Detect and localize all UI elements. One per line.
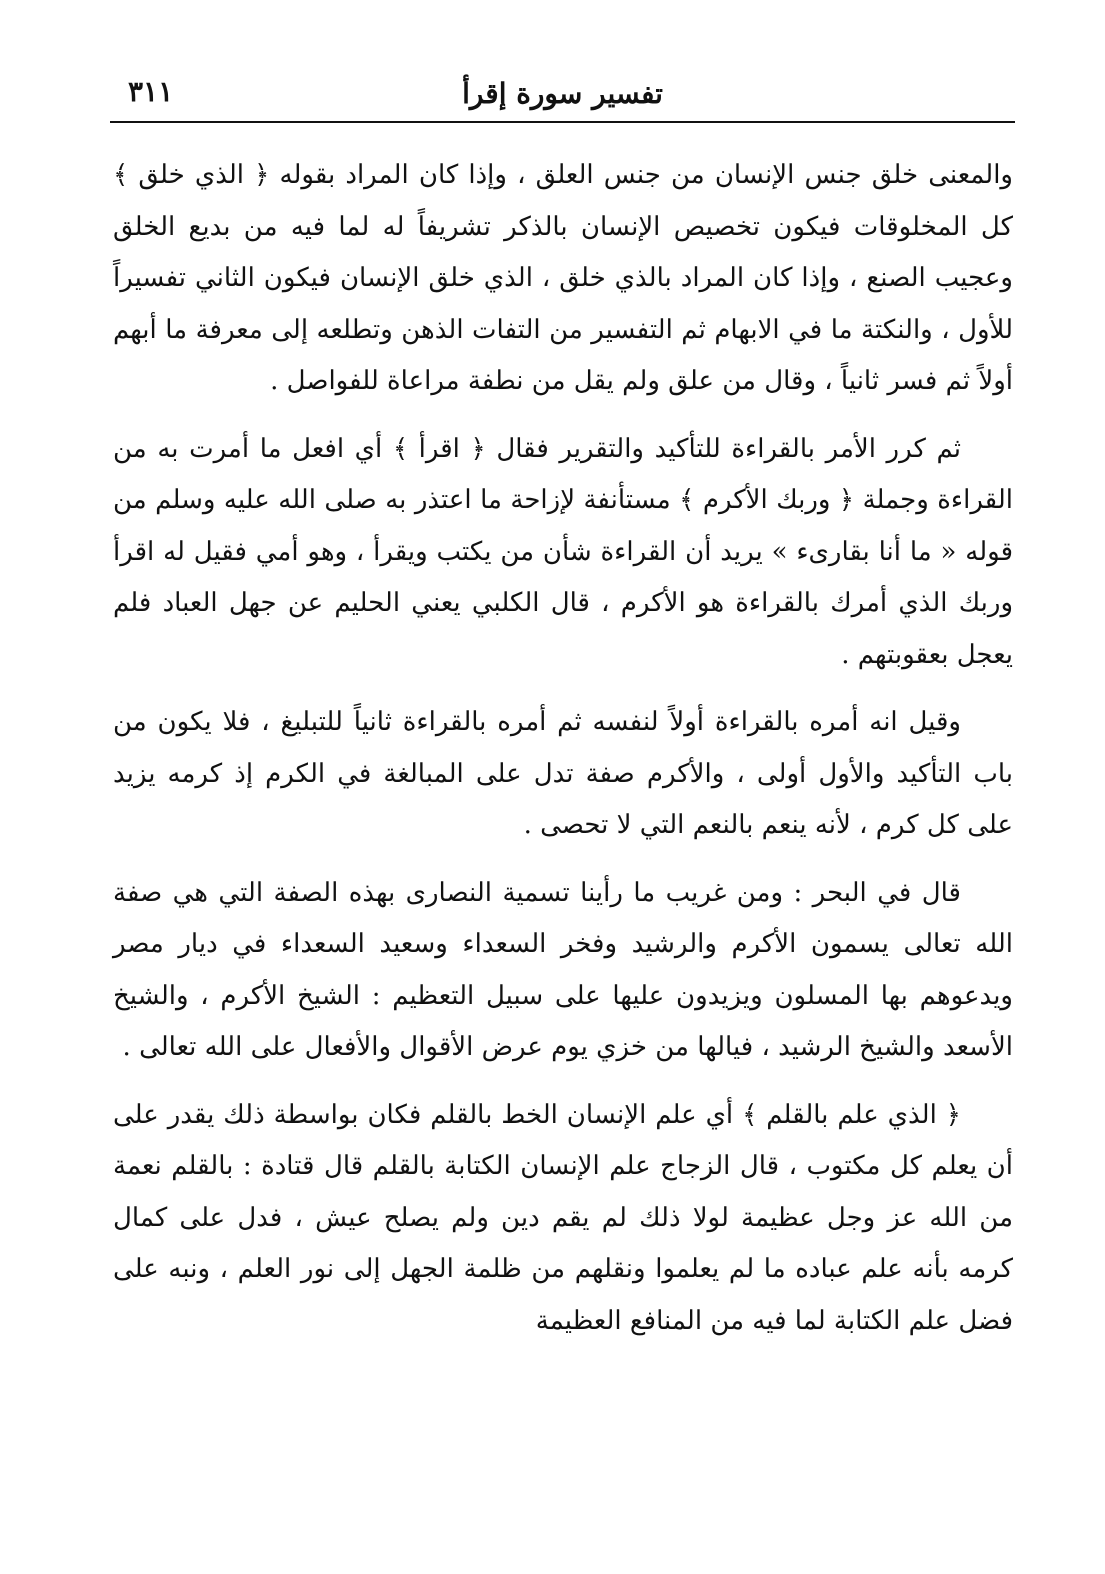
- page-number: ٣١١: [128, 75, 174, 108]
- page-header: [110, 66, 1015, 118]
- paragraph-1: والمعنى خلق جنس الإنسان من جنس العلق ، وإذا كان المراد بقوله ﴿ الذي خلق ﴾ كل المخلوقات فيكون تخصيص الإنسان بالذكر تشريفاً له لما فيه من بديع الخلق وعجيب الصنع ، وإذا كان المراد بالذي خلق ، الذي خلق الإنسان فيكون الثاني تفسيراً للأول ، والنكتة ما في الابهام ثم التفسير من التفات الذهن وتطلعه إلى معرفة ما أبهم أولاً ثم فسر ثانياً ، وقال من علق ولم يقل من نطفة مراعاة للفواصل .: [113, 160, 1013, 396]
- running-title: تفسير سورة إقرأ: [462, 77, 663, 110]
- header-rule: [110, 121, 1015, 123]
- body-text: [113, 150, 1013, 1363]
- paragraph-4: قال في البحر : ومن غريب ما رأينا تسمية النصارى بهذه الصفة التي هي صفة الله تعالى يسمون الأكرم والرشيد وفخر السعداء وسعيد السعداء في ديار مصر ويدعوهم بها المسلون ويزيدون عليها على سبيل التعظيم : الشيخ الأكرم ، والشيخ الأسعد والشيخ الرشيد ، فيالها من خزي يوم عرض الأقوال والأفعال على الله تعالى .: [113, 877, 1013, 1062]
- paragraph-5: ﴿ الذي علم بالقلم ﴾ أي علم الإنسان الخط بالقلم فكان بواسطة ذلك يقدر على أن يعلم كل مكتوب ، قال الزجاج علم الإنسان الكتابة بالقلم قال قتادة : بالقلم نعمة من الله عز وجل عظيمة لولا ذلك لم يقم دين ولم يصلح عيش ، فدل على كمال كرمه بأنه علم عباده ما لم يعلموا ونقلهم من ظلمة الجهل إلى نور العلم ، ونبه على فضل علم الكتابة لما فيه من المنافع العظيمة: [113, 1099, 1013, 1336]
- paragraph-3: وقيل انه أمره بالقراءة أولاً لنفسه ثم أمره بالقراءة ثانياً للتبليغ ، فلا يكون من باب التأكيد والأول أولى ، والأكرم صفة تدل على المبالغة في الكرم إذ كرمه يزيد على كل كرم ، لأنه ينعم بالنعم التي لا تحصى .: [113, 707, 1013, 840]
- paragraph-2: ثم كرر الأمر بالقراءة للتأكيد والتقرير فقال ﴿ اقرأ ﴾ أي افعل ما أمرت به من القراءة وجملة ﴿ وربك الأكرم ﴾ مستأنفة لإزاحة ما اعتذر به صلى الله عليه وسلم من قوله « ما أنا بقارىء » يريد أن القراءة شأن من يكتب ويقرأ ، وهو أمي فقيل له اقرأ وربك الذي أمرك بالقراءة هو الأكرم ، قال الكلبي يعني الحليم عن جهل العباد فلم يعجل بعقوبتهم .: [113, 433, 1013, 670]
